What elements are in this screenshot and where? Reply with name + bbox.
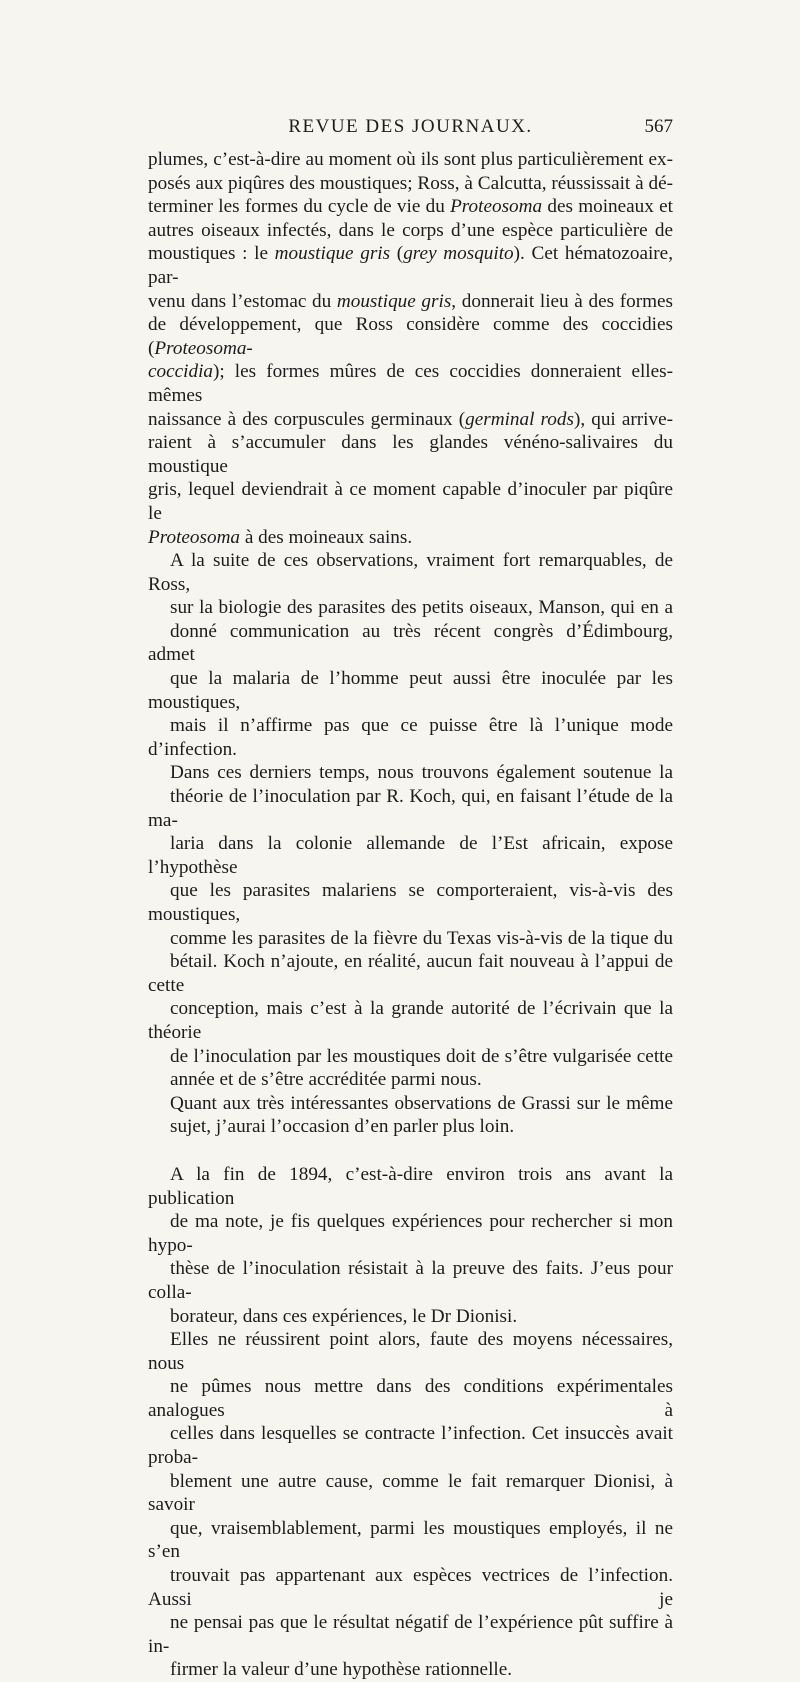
text-line: trouvait pas appartenant aux espèces vectrices de l’infection. Aussi je (148, 1565, 673, 1610)
running-head: REVUE DES JOURNAUX. (288, 116, 533, 137)
text-line: autres oiseaux infectés, dans le corps d’une espèce particulière de (148, 219, 673, 241)
text-line: A la fin de 1894, c’est-à-dire environ trois ans avant la publication (148, 1163, 673, 1209)
text-line: firmer la valeur d’une hypothèse rationnelle. (170, 1659, 513, 1681)
text-line: de l’inoculation par les moustiques doit de s’être vulgarisée cette (170, 1045, 673, 1067)
text-line: ne pensai pas que le résultat négatif de l’expérience pût suffire à in- (148, 1612, 673, 1657)
paragraph (148, 1092, 673, 1139)
text-line: gris, lequel deviendrait à ce moment capable d’inoculer par piqûre le (148, 479, 673, 524)
text-line: Dans ces derniers temps, nous trouvons également soutenue la (170, 762, 673, 784)
text-line: de ma note, je fis quelques expériences pour rechercher si mon hypo- (148, 1211, 673, 1256)
paragraph (148, 761, 673, 1091)
text-line: blement une autre cause, comme le fait remarquer Dionisi, à savoir (148, 1470, 673, 1516)
text-line: sujet, j’aurai l’occasion d’en parler plus loin. (170, 1116, 515, 1138)
text-line: Elles ne réussirent point alors, faute des moyens nécessaires, nous (148, 1329, 673, 1374)
text-line: posés aux piqûres des moustiques; Ross, à Calcutta, réussissait à dé- (148, 172, 673, 194)
text-line: coccidia); les formes mûres de ces coccidies donneraient elles-mêmes (148, 361, 673, 406)
text-line: que, vraisemblablement, parmi les moustiques employés, il ne s’en (148, 1517, 673, 1563)
text-line: bétail. Koch n’ajoute, en réalité, aucun fait nouveau à l’appui de cette (148, 951, 673, 996)
text-line: année et de s’être accréditée parmi nous. (170, 1069, 482, 1091)
text-line: naissance à des corpuscules germinaux (germinal rods), qui arrive- (148, 408, 673, 430)
text-line: ne pûmes nous mettre dans des conditions expérimentales analogues à (148, 1376, 673, 1421)
text-line: que les parasites malariens se comporteraient, vis-à-vis des moustiques, (148, 880, 673, 925)
text-line: donné communication au très récent congrès d’Édimbourg, admet (148, 620, 673, 666)
text-line: terminer les formes du cycle de vie du Proteosoma des moineaux et (148, 196, 673, 218)
paragraph (148, 1328, 673, 1682)
text-line: que la malaria de l’homme peut aussi être inoculée par les moustiques, (148, 668, 673, 713)
text-line: venu dans l’estomac du moustique gris, donnerait lieu à des formes (148, 290, 673, 312)
text-line: A la suite de ces observations, vraiment fort remarquables, de Ross, (148, 550, 673, 595)
page-number: 567 (644, 116, 673, 137)
text-line: laria dans la colonie allemande de l’Est africain, expose l’hypothèse (148, 833, 673, 878)
text-line: mais il n’affirme pas que ce puisse être là l’unique mode d’infection. (148, 715, 673, 760)
text-line: celles dans lesquelles se contracte l’infection. Cet insuccès avait proba- (148, 1423, 673, 1469)
text-line: plumes, c’est-à-dire au moment où ils sont plus particulièrement ex- (148, 149, 673, 170)
page-header (148, 116, 673, 140)
text-line: comme les parasites de la fièvre du Texas vis-à-vis de la tique du (170, 927, 673, 949)
text-line: théorie de l’inoculation par R. Koch, qui, en faisant l’étude de la ma- (148, 786, 673, 831)
text-line: Proteosoma à des moineaux sains. (148, 526, 413, 548)
text-line: de développement, que Ross considère comme des coccidies (Proteosoma- (148, 314, 673, 359)
body-text (148, 148, 673, 1682)
text-line: Quant aux très intéressantes observations de Grassi sur le même (170, 1092, 673, 1114)
paragraph (148, 1163, 673, 1328)
text-line: conception, mais c’est à la grande autorité de l’écrivain que la théorie (148, 998, 673, 1043)
paragraph (148, 148, 673, 549)
text-line: borateur, dans ces expériences, le Dr Dionisi. (170, 1305, 518, 1327)
paragraph (148, 549, 673, 761)
text-line: raient à s’accumuler dans les glandes vénéno-salivaires du moustique (148, 432, 673, 477)
text-line: moustiques : le moustique gris (grey mosquito). Cet hématozoaire, par- (148, 243, 673, 288)
text-line: thèse de l’inoculation résistait à la preuve des faits. J’eus pour colla- (148, 1258, 673, 1303)
text-line: sur la biologie des parasites des petits oiseaux, Manson, qui en a (170, 597, 673, 619)
